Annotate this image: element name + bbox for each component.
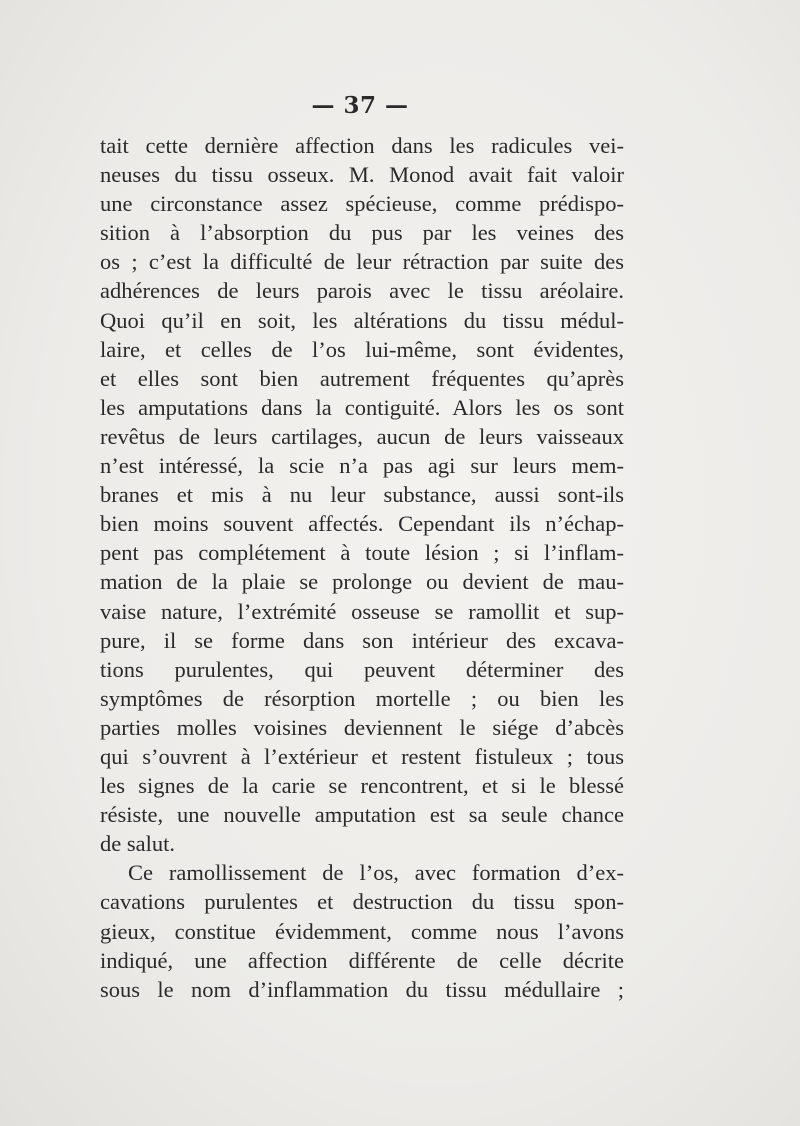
text-line: cavations purulentes et destruction du tissu spon- [100, 889, 624, 915]
text-line: adhérences de leurs parois avec le tissu aréolaire. [100, 278, 624, 304]
text-line: pent pas complétement à toute lésion ; si l’inflam- [100, 540, 624, 566]
text-line: indiqué, une affection différente de celle décrite [100, 947, 624, 973]
text-line: tait cette dernière affection dans les radicules vei- [100, 133, 624, 158]
text-line: parties molles voisines deviennent le siége d’abcès [100, 714, 624, 740]
text-line: tions purulentes, qui peuvent déterminer des [100, 656, 624, 682]
text-line: revêtus de leurs cartilages, aucun de leurs vaisseaux [100, 423, 624, 449]
text-line: sous le nom d’inflammation du tissu médullaire ; [100, 976, 624, 1002]
text-line: et elles sont bien autrement fréquentes qu’après [100, 365, 624, 391]
text-line: n’est intéressé, la scie n’a pas agi sur leurs mem- [100, 453, 624, 479]
text-line: gieux, constitue évidemment, comme nous l’avons [100, 918, 624, 944]
body-text [100, 131, 624, 1004]
paragraph-end-line: de salut. [100, 831, 175, 857]
text-line: os ; c’est la difficulté de leur rétraction par suite des [100, 249, 624, 275]
text-line: mation de la plaie se prolonge ou devient de mau- [100, 569, 624, 595]
text-line: pure, il se forme dans son intérieur des excava- [100, 627, 624, 653]
text-line: qui s’ouvrent à l’extérieur et restent fistuleux ; tous [100, 743, 624, 769]
text-line: vaise nature, l’extrémité osseuse se ramollit et sup- [100, 598, 624, 624]
text-line: laire, et celles de l’os lui-même, sont évidentes, [100, 336, 624, 362]
text-line: les amputations dans la contiguité. Alors les os sont [100, 394, 624, 420]
text-line: une circonstance assez spécieuse, comme prédispo- [100, 191, 624, 217]
text-line: neuses du tissu osseux. M. Monod avait fait valoir [100, 162, 624, 188]
text-line: symptômes de résorption mortelle ; ou bien les [100, 685, 624, 711]
text-line: bien moins souvent affectés. Cependant ils n’échap- [100, 511, 624, 537]
text-line: Quoi qu’il en soit, les altérations du tissu médul- [100, 307, 624, 333]
page-number: — 37 — [311, 92, 409, 119]
text-line: résiste, une nouvelle amputation est sa seule chance [100, 802, 624, 828]
paragraph-start-line: Ce ramollissement de l’os, avec formation d’ex- [128, 860, 624, 886]
text-line: les signes de la carie se rencontrent, et si le blessé [100, 773, 624, 799]
text-line: branes et mis à nu leur substance, aussi sont-ils [100, 482, 624, 508]
text-line: sition à l’absorption du pus par les veines des [100, 220, 624, 246]
